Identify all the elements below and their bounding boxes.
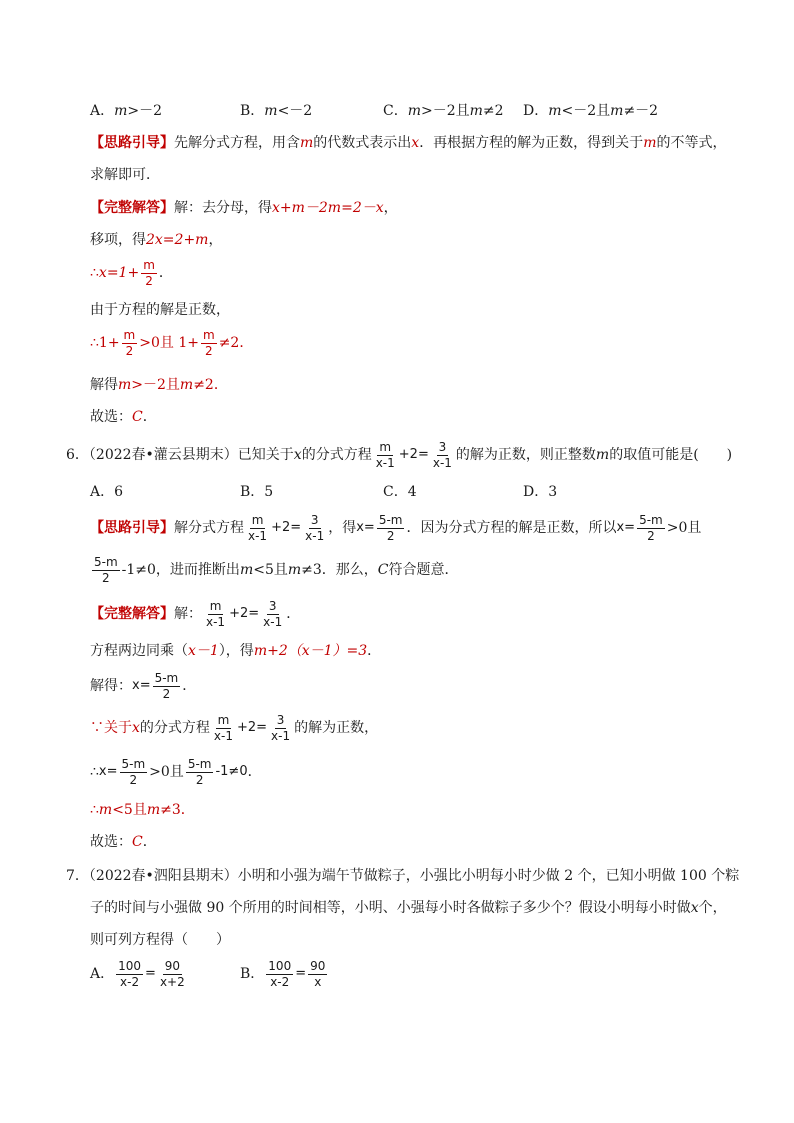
solution-equation: x=1+ bbox=[98, 265, 140, 281]
solution-equation: -1≠0 bbox=[215, 764, 248, 779]
q7-stem-line3 bbox=[90, 930, 230, 950]
q6-solution-line5 bbox=[90, 754, 262, 790]
fraction bbox=[374, 440, 397, 471]
solution-tag: 【完整解答】 bbox=[90, 200, 174, 216]
q6-solution-line7 bbox=[90, 832, 157, 852]
q6-option-d: D．3 bbox=[523, 484, 558, 500]
hint-equation: x= bbox=[356, 520, 375, 535]
fraction bbox=[637, 513, 665, 544]
fraction-denominator: x+2 bbox=[159, 974, 185, 989]
fraction-numerator: 90 bbox=[310, 958, 326, 973]
solution-text: 解：去分母，得 bbox=[174, 200, 272, 216]
hint-tag: 【思路引导】 bbox=[90, 135, 174, 151]
fraction-denominator: x-1 bbox=[305, 528, 325, 543]
hint-text: <5且 bbox=[253, 562, 288, 578]
fraction bbox=[92, 555, 120, 586]
option-label: C． bbox=[383, 103, 408, 119]
q7-option-a bbox=[90, 955, 189, 993]
solution-text: ． bbox=[158, 265, 173, 281]
question-text: +2= bbox=[398, 447, 429, 462]
solution-text: +2= bbox=[236, 720, 268, 735]
hint-text: 解分式方程 bbox=[174, 520, 244, 536]
q6-solution-line1 bbox=[90, 596, 300, 632]
solution-text: 故选： bbox=[90, 834, 132, 850]
solution-equation: x－1 bbox=[188, 643, 219, 659]
fraction-denominator: 2 bbox=[386, 528, 395, 543]
fraction-numerator: 3 bbox=[276, 712, 285, 727]
option-text: <－2 bbox=[277, 103, 313, 119]
solution-var: m bbox=[179, 377, 194, 393]
q6-option-c: C．4 bbox=[383, 484, 417, 500]
fraction-numerator: 5-m bbox=[94, 554, 118, 569]
q5-solution-line1 bbox=[90, 198, 398, 218]
option-label: B． bbox=[240, 103, 265, 119]
fraction-denominator: x-1 bbox=[271, 728, 291, 743]
fraction-denominator: x-2 bbox=[120, 974, 140, 989]
fraction bbox=[204, 599, 227, 630]
fraction-denominator: 2 bbox=[162, 686, 171, 701]
therefore-symbol: ∴ bbox=[90, 764, 99, 780]
solution-tag: 【完整解答】 bbox=[90, 606, 174, 622]
fraction bbox=[246, 513, 269, 544]
solution-text: ． bbox=[286, 606, 301, 622]
hint-var: m bbox=[239, 562, 254, 578]
hint-text: 求解即可． bbox=[90, 167, 160, 183]
fraction-numerator: 5-m bbox=[378, 512, 403, 527]
solution-text: 解： bbox=[174, 606, 202, 622]
solution-text: >0且 bbox=[149, 764, 184, 780]
equals-sign: = bbox=[295, 966, 307, 981]
fraction-numerator: m bbox=[217, 712, 230, 727]
question-var: x bbox=[690, 900, 699, 916]
answer-choice: C bbox=[132, 834, 143, 850]
fraction-denominator: x-1 bbox=[213, 728, 233, 743]
question-text: 则可列方程得（ ） bbox=[90, 932, 230, 948]
fraction-numerator: m bbox=[202, 327, 215, 342]
solution-text: ， bbox=[208, 232, 223, 248]
question-text: 的解为正数，则正整数 bbox=[455, 447, 596, 463]
fraction-numerator: m bbox=[209, 598, 222, 613]
option-label: B． bbox=[240, 966, 265, 982]
fraction bbox=[201, 328, 217, 359]
option-text: <－2且 bbox=[561, 103, 611, 119]
q6-hint-line1 bbox=[90, 510, 701, 546]
q5-option-c bbox=[383, 101, 504, 121]
hint-text: -1≠0，进而推断出 bbox=[121, 562, 240, 578]
solution-equation: m+2（x－1）=3 bbox=[253, 643, 368, 659]
hint-text: ，得 bbox=[328, 520, 357, 536]
solution-var: m bbox=[98, 802, 113, 818]
q7-stem-line2 bbox=[90, 898, 727, 918]
solution-equation: x+m－2m=2－x bbox=[272, 200, 384, 216]
q6-solution-line2 bbox=[90, 641, 381, 661]
hint-text: ≠3．那么， bbox=[301, 562, 378, 578]
fraction-denominator: 2 bbox=[125, 343, 134, 358]
hint-text: ．因为分式方程的解是正数，所以 bbox=[406, 520, 617, 536]
fraction-numerator: 3 bbox=[310, 512, 319, 527]
question-var: m bbox=[595, 447, 610, 463]
solution-equation: ≠2． bbox=[193, 377, 228, 393]
solution-equation: >－2且 bbox=[131, 377, 180, 393]
option-text: >－2且 bbox=[421, 103, 470, 119]
fraction bbox=[186, 757, 214, 788]
hint-text: 的不等式， bbox=[656, 135, 727, 151]
question-text: 子的时间与小强做 90 个所用的时间相等，小明、小强每小时各做粽子多少个？假设小明每小时做 bbox=[90, 900, 691, 916]
hint-text: ．再根据方程的解为正数，得到关于 bbox=[419, 135, 644, 151]
solution-text: 方程两边同乘（ bbox=[90, 643, 188, 659]
fraction-denominator: 2 bbox=[647, 528, 655, 543]
option-label: D． bbox=[523, 103, 549, 119]
fraction-denominator: x-1 bbox=[248, 528, 268, 543]
q5-solution-line2 bbox=[90, 230, 222, 250]
fraction-denominator: 2 bbox=[145, 273, 153, 288]
fraction-denominator: x-1 bbox=[263, 614, 283, 629]
answer-choice: C bbox=[132, 409, 143, 425]
q6-solution-line3 bbox=[90, 668, 196, 704]
solution-text: 的分式方程 bbox=[139, 720, 210, 736]
solution-text: 的解为正数， bbox=[294, 720, 379, 736]
fraction bbox=[377, 513, 405, 544]
solution-var: m bbox=[118, 377, 132, 393]
fraction bbox=[308, 959, 327, 990]
fraction bbox=[266, 959, 293, 990]
hint-tag: 【思路引导】 bbox=[90, 520, 174, 536]
solution-text: 由于方程的解是正数， bbox=[90, 302, 230, 318]
solution-text: ． bbox=[142, 409, 157, 425]
fraction bbox=[120, 757, 148, 788]
option-label: A． bbox=[90, 966, 115, 982]
fraction-numerator: 5-m bbox=[187, 756, 212, 771]
therefore-symbol: ∴ bbox=[90, 802, 99, 818]
solution-equation: 2x=2+m bbox=[146, 232, 209, 248]
fraction-denominator: x bbox=[314, 974, 322, 989]
question-var: x bbox=[293, 447, 302, 463]
question-text: 的取值可能是( ) bbox=[609, 447, 733, 463]
option-var: m bbox=[264, 103, 278, 119]
fraction-denominator: 2 bbox=[129, 772, 138, 787]
q5-hint-line1 bbox=[90, 133, 726, 153]
fraction bbox=[431, 440, 454, 471]
option-text: >－2 bbox=[127, 103, 163, 119]
fraction-denominator: 2 bbox=[205, 343, 213, 358]
solution-text: ），得 bbox=[218, 643, 254, 659]
solution-equation: ∴1+ bbox=[90, 335, 120, 351]
option-label: A． bbox=[90, 103, 115, 119]
fraction-denominator: 2 bbox=[102, 570, 110, 585]
option-var: m bbox=[469, 103, 483, 119]
solution-text: ∵关于 bbox=[90, 720, 132, 736]
solution-equation: x= bbox=[98, 764, 118, 779]
q5-option-b bbox=[240, 101, 312, 121]
option-text: ≠－2 bbox=[623, 103, 659, 119]
fraction-numerator: 3 bbox=[268, 598, 277, 613]
q5-solution-line5 bbox=[90, 328, 253, 358]
fraction bbox=[153, 671, 181, 702]
option-var: m bbox=[548, 103, 562, 119]
q7-option-b bbox=[240, 955, 329, 993]
question-text: 6．（2022春•灌云县期末）已知关于 bbox=[66, 447, 294, 463]
fraction bbox=[269, 713, 292, 744]
fraction-numerator: 100 bbox=[268, 958, 292, 973]
fraction-denominator: x-1 bbox=[432, 455, 452, 470]
q6-option-b: B．5 bbox=[240, 484, 274, 500]
q6-option-a: A．6 bbox=[90, 484, 124, 500]
q6-solution-line4 bbox=[90, 710, 378, 746]
fraction-numerator: 90 bbox=[164, 958, 180, 973]
option-text: ≠2 bbox=[482, 103, 504, 119]
fraction-numerator: m bbox=[251, 512, 264, 527]
hint-text: 先解分式方程，用含 bbox=[174, 135, 300, 151]
fraction-numerator: 5-m bbox=[121, 756, 146, 771]
fraction bbox=[303, 513, 326, 544]
fraction-numerator: 5-m bbox=[154, 670, 179, 685]
q5-solution-line6 bbox=[90, 375, 228, 395]
hint-text: 的代数式表示出 bbox=[313, 135, 412, 151]
q5-option-d bbox=[523, 101, 658, 121]
solution-text: 解得： bbox=[90, 678, 132, 694]
fraction bbox=[122, 328, 138, 359]
solution-text: ． bbox=[367, 643, 382, 659]
fraction-denominator: 2 bbox=[195, 772, 204, 787]
hint-text: +2= bbox=[271, 520, 302, 535]
fraction bbox=[141, 258, 157, 289]
solution-equation: >0且 1+ bbox=[139, 335, 199, 351]
fraction-denominator: x-1 bbox=[375, 455, 395, 470]
solution-var: m bbox=[146, 802, 161, 818]
hint-var: m bbox=[300, 135, 314, 151]
solution-equation: ≠2． bbox=[218, 335, 254, 351]
hint-var: m bbox=[287, 562, 302, 578]
fraction-numerator: m bbox=[143, 257, 155, 272]
option-var: m bbox=[114, 103, 128, 119]
q6-stem bbox=[66, 437, 732, 473]
fraction-numerator: m bbox=[379, 439, 392, 454]
solution-text: 移项，得 bbox=[90, 232, 146, 248]
therefore-symbol: ∴ bbox=[90, 265, 99, 281]
fraction-denominator: x-1 bbox=[206, 614, 226, 629]
q5-hint-line2 bbox=[90, 165, 160, 185]
hint-var: x bbox=[411, 135, 420, 151]
fraction-denominator: x-2 bbox=[270, 974, 290, 989]
hint-text: >0且 bbox=[666, 520, 702, 536]
fraction-numerator: 100 bbox=[118, 958, 142, 973]
q5-solution-line4 bbox=[90, 300, 230, 320]
solution-text: ， bbox=[383, 200, 398, 216]
fraction bbox=[261, 599, 284, 630]
fraction-numerator: 3 bbox=[438, 439, 447, 454]
equals-sign: = bbox=[145, 966, 156, 981]
solution-text: ． bbox=[142, 834, 157, 850]
solution-equation: ≠3． bbox=[160, 802, 195, 818]
question-text: 7．（2022春•泗阳县期末）小明和小强为端午节做粽子，小强比小明每小时少做 2 个，已知小明做 100 个粽 bbox=[66, 868, 740, 884]
hint-equation: x= bbox=[616, 520, 636, 535]
solution-text: 故选： bbox=[90, 409, 132, 425]
answer-choice: C bbox=[377, 562, 389, 578]
hint-var: m bbox=[643, 135, 657, 151]
q6-options-row bbox=[0, 482, 794, 502]
q6-hint-line2 bbox=[90, 552, 459, 588]
question-text: 个， bbox=[698, 900, 727, 916]
q7-stem-line1 bbox=[66, 866, 739, 886]
solution-text: 解得 bbox=[90, 377, 118, 393]
q6-solution-line6 bbox=[90, 800, 195, 820]
fraction bbox=[116, 959, 143, 990]
q5-options-row bbox=[0, 101, 794, 121]
question-text: 的分式方程 bbox=[301, 447, 372, 463]
fraction-numerator: m bbox=[123, 327, 136, 342]
q5-solution-line7 bbox=[90, 407, 157, 427]
q7-options-row bbox=[0, 955, 794, 993]
solution-equation: <5且 bbox=[112, 802, 147, 818]
solution-text: +2= bbox=[229, 606, 260, 621]
q5-solution-line3 bbox=[90, 258, 173, 288]
fraction bbox=[212, 713, 235, 744]
solution-equation: x= bbox=[132, 678, 151, 693]
fraction bbox=[158, 959, 187, 990]
fraction-numerator: 5-m bbox=[639, 512, 663, 527]
solution-text: ． bbox=[182, 678, 197, 694]
solution-var: x bbox=[132, 720, 140, 736]
q5-option-a bbox=[90, 101, 162, 121]
option-var: m bbox=[407, 103, 421, 119]
solution-text: ． bbox=[247, 764, 262, 780]
option-var: m bbox=[610, 103, 624, 119]
hint-text: 符合题意． bbox=[388, 562, 459, 578]
